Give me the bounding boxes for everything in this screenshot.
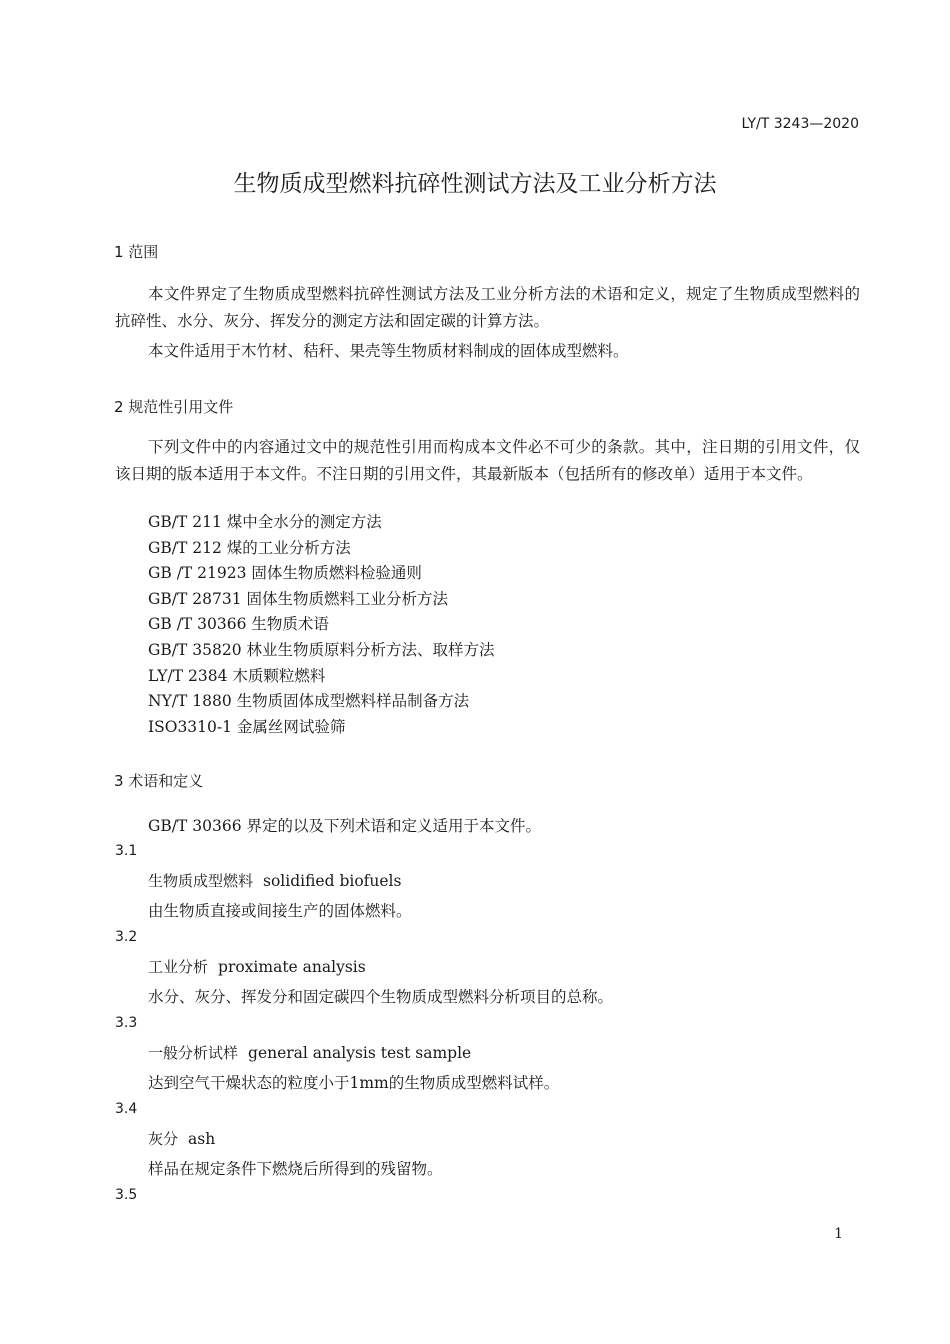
- document-title: 生物质成型燃料抗碎性测试方法及工业分析方法: [233, 171, 717, 197]
- terms-intro: GB/T 30366 界定的以及下列术语和定义适用于本文件。: [148, 817, 541, 835]
- term-number: 3.2: [115, 929, 138, 945]
- standard-code: LY/T 3243—2020: [741, 116, 859, 132]
- section-heading-normative: 2 规范性引用文件: [114, 398, 234, 416]
- reference-item: GB/T 212 煤的工业分析方法: [148, 539, 351, 557]
- reference-item: GB /T 30366 生物质术语: [148, 615, 329, 633]
- reference-item: LY/T 2384 木质颗粒燃料: [148, 667, 326, 685]
- term-number: 3.1: [115, 843, 138, 859]
- reference-item: GB /T 21923 固体生物质燃料检验通则: [148, 564, 422, 582]
- term-english: proximate analysis: [218, 958, 366, 976]
- term-english: general analysis test sample: [248, 1044, 472, 1062]
- reference-item: GB/T 35820 林业生物质原料分析方法、取样方法: [148, 641, 495, 659]
- section-heading-terms: 3 术语和定义: [114, 772, 204, 790]
- reference-item: GB/T 28731 固体生物质燃料工业分析方法: [148, 590, 448, 608]
- term-number: 3.3: [115, 1015, 138, 1031]
- term-entry: [148, 870, 401, 891]
- term-entry: [148, 1128, 215, 1149]
- term-chinese: 生物质成型燃料: [148, 872, 254, 890]
- term-entry: [148, 956, 366, 977]
- term-entry: [148, 1042, 471, 1063]
- term-definition: 样品在规定条件下燃烧后所得到的残留物。: [148, 1160, 443, 1178]
- term-definition: 由生物质直接或间接生产的固体燃料。: [148, 902, 412, 920]
- scope-paragraph-2: 本文件适用于木竹材、秸秆、果壳等生物质材料制成的固体成型燃料。: [148, 342, 629, 360]
- normative-intro: 下列文件中的内容通过文中的规范性引用而构成本文件必不可少的条款。其中，注日期的引用文件，仅该日期的版本适用于本文件。不注日期的引用文件，其最新版本（包括所有的修改单）适用于本文件。: [115, 438, 860, 483]
- reference-item: GB/T 211 煤中全水分的测定方法: [148, 513, 382, 531]
- term-chinese: 一般分析试样: [148, 1044, 239, 1062]
- term-chinese: 工业分析: [148, 958, 209, 976]
- term-english: solidified biofuels: [263, 872, 402, 890]
- term-english: ash: [188, 1130, 216, 1148]
- term-chinese: 灰分: [148, 1130, 179, 1148]
- term-definition: 达到空气干燥状态的粒度小于1mm的生物质成型燃料试样。: [148, 1074, 560, 1092]
- reference-item: ISO3310-1 金属丝网试验筛: [148, 718, 346, 736]
- section-heading-scope: 1 范围: [114, 243, 159, 261]
- term-number: 3.4: [115, 1101, 138, 1117]
- term-definition: 水分、灰分、挥发分和固定碳四个生物质成型燃料分析项目的总称。: [148, 988, 614, 1006]
- reference-item: NY/T 1880 生物质固体成型燃料样品制备方法: [148, 692, 470, 710]
- scope-paragraph-1: 本文件界定了生物质成型燃料抗碎性测试方法及工业分析方法的术语和定义，规定了生物质成型燃料的抗碎性、水分、灰分、挥发分的测定方法和固定碳的计算方法。: [115, 285, 860, 330]
- page-number: 1: [834, 1226, 843, 1242]
- term-number: 3.5: [115, 1187, 138, 1203]
